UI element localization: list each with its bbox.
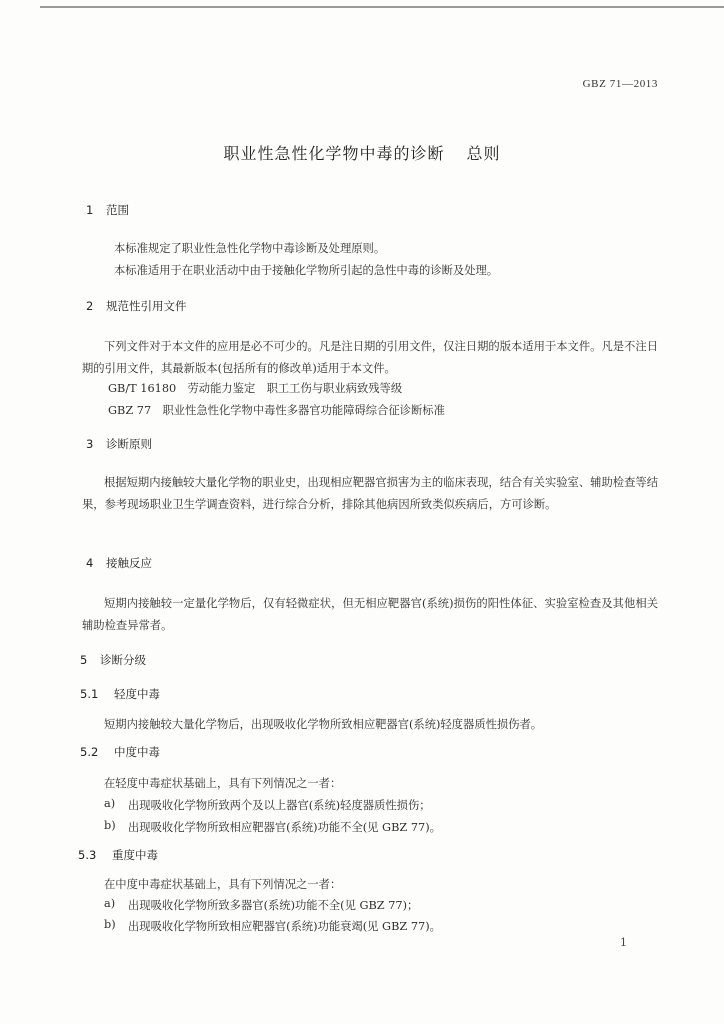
- section-title: 范围: [106, 203, 129, 217]
- section-4-paragraph-1: 短期内接触较一定量化学物后，仅有轻微症状，但无相应靶器官(系统)损伤的阳性体征、实验室检查及其他相关辅助检查异常者。: [82, 597, 658, 632]
- section-title: 规范性引用文件: [106, 299, 187, 313]
- section-number: 2: [86, 299, 94, 313]
- reference-gbz-77: GBZ 77 职业性急性化学物中毒性多器官功能障碍综合征诊断标准: [108, 404, 445, 417]
- section-2-paragraph-1: 下列文件对于本文件的应用是必不可少的。凡是注日期的引用文件，仅注日期的版本适用于本文件。凡是不注日期的引用文件，其最新版本(包括所有的修改单)适用于本文件。: [82, 340, 658, 375]
- section-5-heading: [80, 652, 146, 668]
- section-5-2-intro: 在轻度中毒症状基础上，具有下列情况之一者：: [104, 777, 342, 790]
- title-sub: 总则: [466, 144, 501, 163]
- section-4-heading: [86, 555, 152, 571]
- section-5-3-item-b-text: 出现吸收化学物所致相应靶器官(系统)功能衰竭(见 GBZ 77)。: [128, 920, 441, 933]
- section-3-heading: [86, 436, 152, 452]
- section-5-1-heading: [80, 686, 160, 702]
- section-3-paragraph-1: 根据短期内接触较大量化学物的职业史，出现相应靶器官损害为主的临床表现，结合有关实验室、辅助检查等结果，参考现场职业卫生学调查资料，进行综合分析，排除其他病因所致类似疾病后，方可诊断。: [82, 476, 658, 511]
- section-number: 3: [86, 437, 94, 451]
- section-number: 5.1: [80, 687, 99, 701]
- reference-gbt-16180: GB/T 16180 劳动能力鉴定 职工工伤与职业病致残等级: [108, 382, 403, 395]
- section-number: 5.3: [78, 848, 97, 862]
- section-1-paragraph-1: 本标准规定了职业性急性化学物中毒诊断及处理原则。: [114, 242, 386, 255]
- section-title: 重度中毒: [112, 848, 158, 862]
- section-number: 4: [86, 556, 94, 570]
- section-2-heading: [86, 298, 187, 314]
- section-number: 5: [80, 653, 88, 667]
- section-5-3-item-b-label: b): [104, 918, 116, 931]
- title-main: 职业性急性化学物中毒的诊断: [223, 144, 445, 163]
- section-title: 诊断分级: [100, 653, 146, 667]
- section-5-2-item-b-label: b): [104, 819, 116, 832]
- section-title: 轻度中毒: [114, 687, 160, 701]
- section-5-1-paragraph-1: 短期内接触较大量化学物后，出现吸收化学物所致相应靶器官(系统)轻度器质性损伤者。: [104, 718, 543, 731]
- section-5-2-item-b-text: 出现吸收化学物所致相应靶器官(系统)功能不全(见 GBZ 77)。: [128, 821, 441, 834]
- section-5-3-heading: [78, 847, 158, 863]
- section-title: 中度中毒: [114, 745, 160, 759]
- page-number: 1: [620, 936, 627, 949]
- section-title: 接触反应: [106, 556, 152, 570]
- document-title: [0, 141, 724, 164]
- section-number: 5.2: [80, 745, 99, 759]
- top-rule: [40, 6, 724, 8]
- section-5-3-intro: 在中度中毒症状基础上，具有下列情况之一者：: [104, 878, 342, 891]
- section-1-paragraph-2: 本标准适用于在职业活动中由于接触化学物所引起的急性中毒的诊断及处理。: [114, 264, 499, 277]
- section-number: 1: [86, 203, 94, 217]
- section-5-2-item-a-text: 出现吸收化学物所致两个及以上器官(系统)轻度器质性损伤；: [128, 799, 431, 812]
- section-1-heading: [86, 202, 129, 218]
- section-5-3-item-a-text: 出现吸收化学物所致多器官(系统)功能不全(见 GBZ 77)；: [128, 899, 419, 912]
- section-5-2-heading: [80, 744, 160, 760]
- document-code: GBZ 71—2013: [582, 78, 658, 90]
- section-title: 诊断原则: [106, 437, 152, 451]
- section-5-2-item-a-label: a): [104, 797, 116, 810]
- section-5-3-item-a-label: a): [104, 897, 116, 910]
